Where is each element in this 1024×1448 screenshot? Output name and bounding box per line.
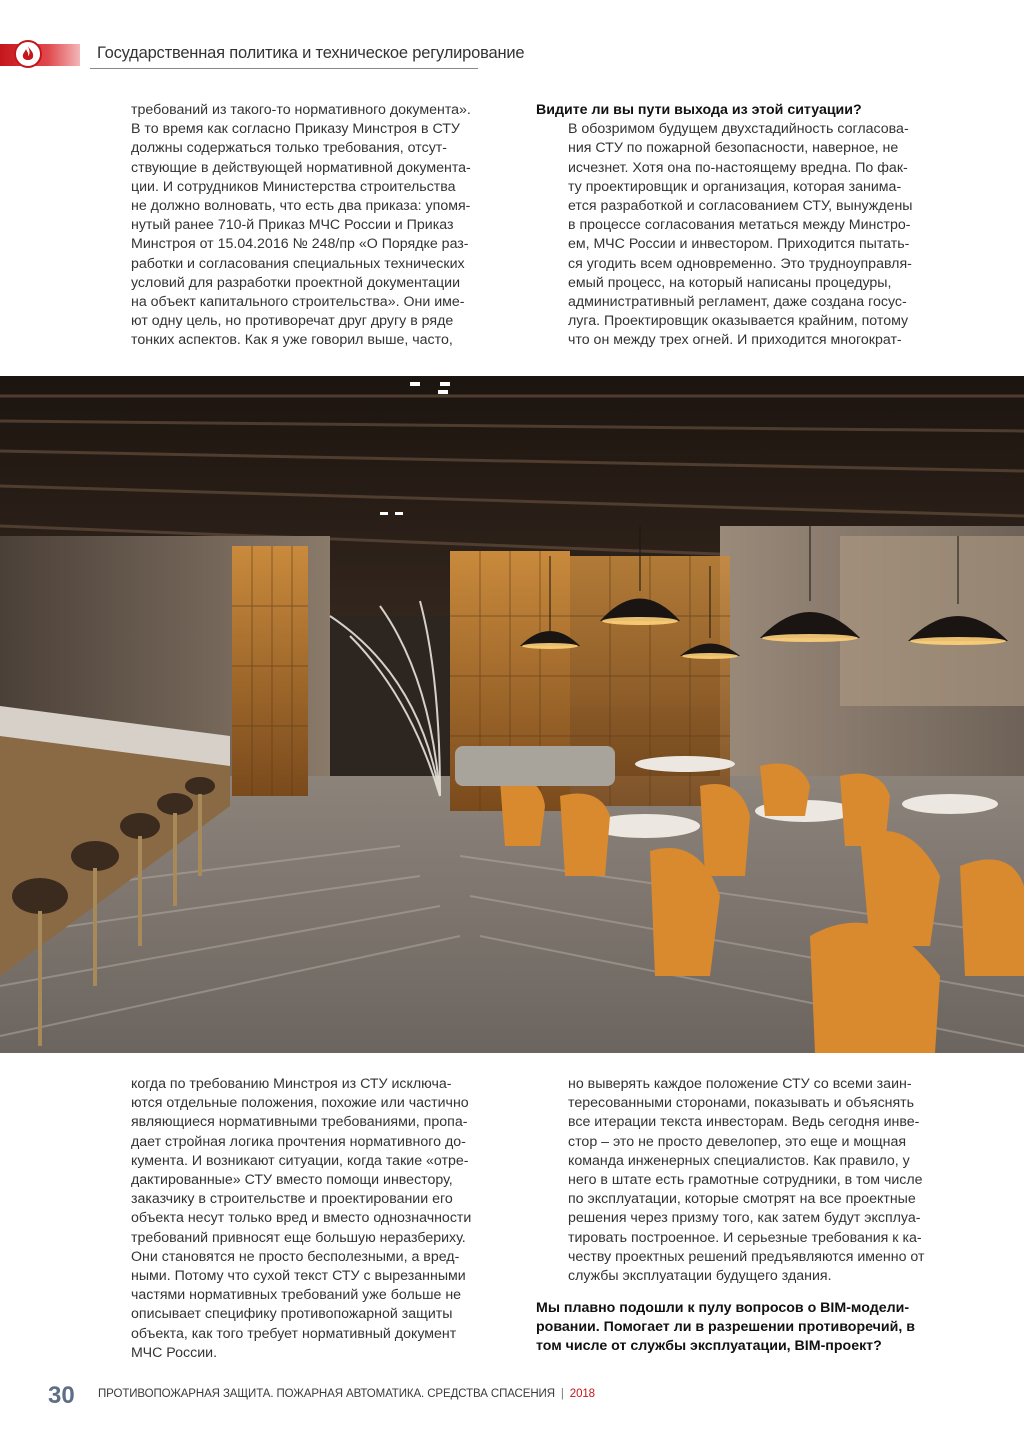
bim-question [536,1299,956,1357]
text-line: команда инженерных специалистов. Как правило, у [568,1152,910,1169]
text-line: луга. Проектировщик оказывается крайним, потому [568,313,909,330]
text-line: заказчику в строительстве и проектировании его [131,1191,453,1208]
issue-year: 2018 [569,1388,595,1400]
text-line: частями нормативных требований уже больше не [131,1287,462,1304]
text-line: ции. И сотрудников Министерства строительства [131,178,456,195]
text-line: условий для разработки проектной документации [131,274,461,291]
text-line: него в штате есть грамотные сотрудники, в том числе [568,1172,923,1189]
text-line: являющиеся нормативными требованиями, пропа- [131,1114,468,1131]
magazine-title: ПРОТИВОПОЖАРНАЯ ЗАЩИТА. ПОЖАРНАЯ АВТОМАТИКА. СРЕДСТВА СПАСЕНИЯ [98,1388,555,1400]
text-line: все итерации текста инвесторам. Ведь сегодня инве- [568,1114,920,1131]
running-footer [98,1388,595,1400]
text-line: описывает специфику противопожарной защиты [131,1306,453,1323]
text-line: дает стройная логика прочтения нормативного до- [131,1133,466,1150]
text-line: тересованными сторонами, показывать и объяснять [568,1095,915,1112]
text-line: ем, МЧС России и инвестором. Приходится пытать- [568,236,910,253]
text-line: на объект капитального строительства». Они име- [131,294,465,311]
text-line: ными. Потому что сухой текст СТУ с вырезанными [131,1268,466,1285]
text-line: ется разработкой и согласованием СТУ, вынуждены [568,198,913,215]
text-line: требований привносят еще большую неразбериху. [131,1229,466,1246]
text-line: В то время как согласно Приказу Минстроя в СТУ [131,121,460,138]
header-rule [90,68,478,69]
text-line: что он между трех огней. И приходится многократ- [568,332,902,349]
text-line: работки и согласования специальных технических [131,255,465,272]
top-left-column [131,101,516,351]
text-line: объекта, как того требует нормативный документ [131,1325,457,1342]
text-line: административный регламент, даже создана госус- [568,294,907,311]
text-line: Они становятся не просто бесполезными, а вред- [131,1248,460,1265]
text-line: в процессе согласования метаться между Минстро- [568,217,911,234]
text-line: нутый ранее 710-й Приказ МЧС России и Приказ [131,217,454,234]
text-line: ют одну цель, но противоречат друг другу в ряде [131,313,454,330]
section-title: Государственная политика и техническое регулирование [97,44,525,62]
text-line: по эксплуатации, которые смотрят на все проектные [568,1191,916,1208]
text-line: ся угодить всем одновременно. Это трудноуправля- [568,255,912,272]
text-line: МЧС России. [131,1344,218,1361]
bottom-left-column [131,1075,516,1363]
text-line: честву проектных решений предъявляются именно от [568,1248,925,1265]
interior-photo [0,376,1024,1053]
footer-separator: | [560,1388,564,1400]
text-line: тировать построенное. И серьезные требования к ка- [568,1229,922,1246]
running-header [0,38,525,68]
text-line: Минстроя от 15.04.2016 № 248/пр «О Порядке раз- [131,236,469,253]
text-line: но выверять каждое положение СТУ со всеми заин- [568,1076,912,1092]
interview-question-line: том числе от службы эксплуатации, BIM-проект? [536,1338,882,1355]
text-line: исчезнет. Хотя она по-настоящему вредна. По фак- [568,159,908,176]
text-line: ту проектировщик и организация, которая занима- [568,178,902,195]
text-line: кумента. И возникают ситуации, когда такие «отре- [131,1152,469,1169]
page-number: 30 [48,1382,75,1409]
text-line: емый процесс, на который написаны процедуры, [568,274,892,291]
interview-question-line: Мы плавно подошли к пулу вопросов о BIM-модели- [536,1300,910,1316]
text-line: дактированные» СТУ вместо помощи инвестору, [131,1172,453,1189]
text-line: должны содержаться только требования, отсут- [131,140,448,157]
text-line: ются отдельные положения, похожие или частично [131,1095,469,1112]
text-line: службы эксплуатации будущего здания. [568,1268,832,1285]
text-line: В обозримом будущем двухстадийность согласова- [568,121,909,138]
text-line: ния СТУ по пожарной безопасности, наверное, не [568,140,899,157]
text-line: не должно волновать, что есть два приказа: упомя- [131,198,471,215]
text-line: объекта несут только вред и вместо однозначности [131,1210,472,1227]
text-line: ствующие в действующей нормативной документа- [131,159,471,176]
interview-question-line: ровании. Помогает ли в разрешении противоречий, в [536,1319,915,1336]
text-line: тонких аспектов. Как я уже говорил выше, часто, [131,332,453,349]
text-line: когда по требованию Минстроя из СТУ исключа- [131,1076,452,1092]
top-right-column [536,101,956,351]
text-line: решения через призму того, как затем будут эксплуа- [568,1210,921,1227]
bottom-right-column [568,1075,952,1286]
flame-logo-icon [14,40,42,68]
restaurant-interior-illustration [0,376,1024,1053]
interview-question: Видите ли вы пути выхода из этой ситуации? [536,102,862,118]
text-line: стор – это не просто девелопер, это еще и мощная [568,1133,907,1150]
text-line: требований из такого-то нормативного документа». [131,102,471,118]
